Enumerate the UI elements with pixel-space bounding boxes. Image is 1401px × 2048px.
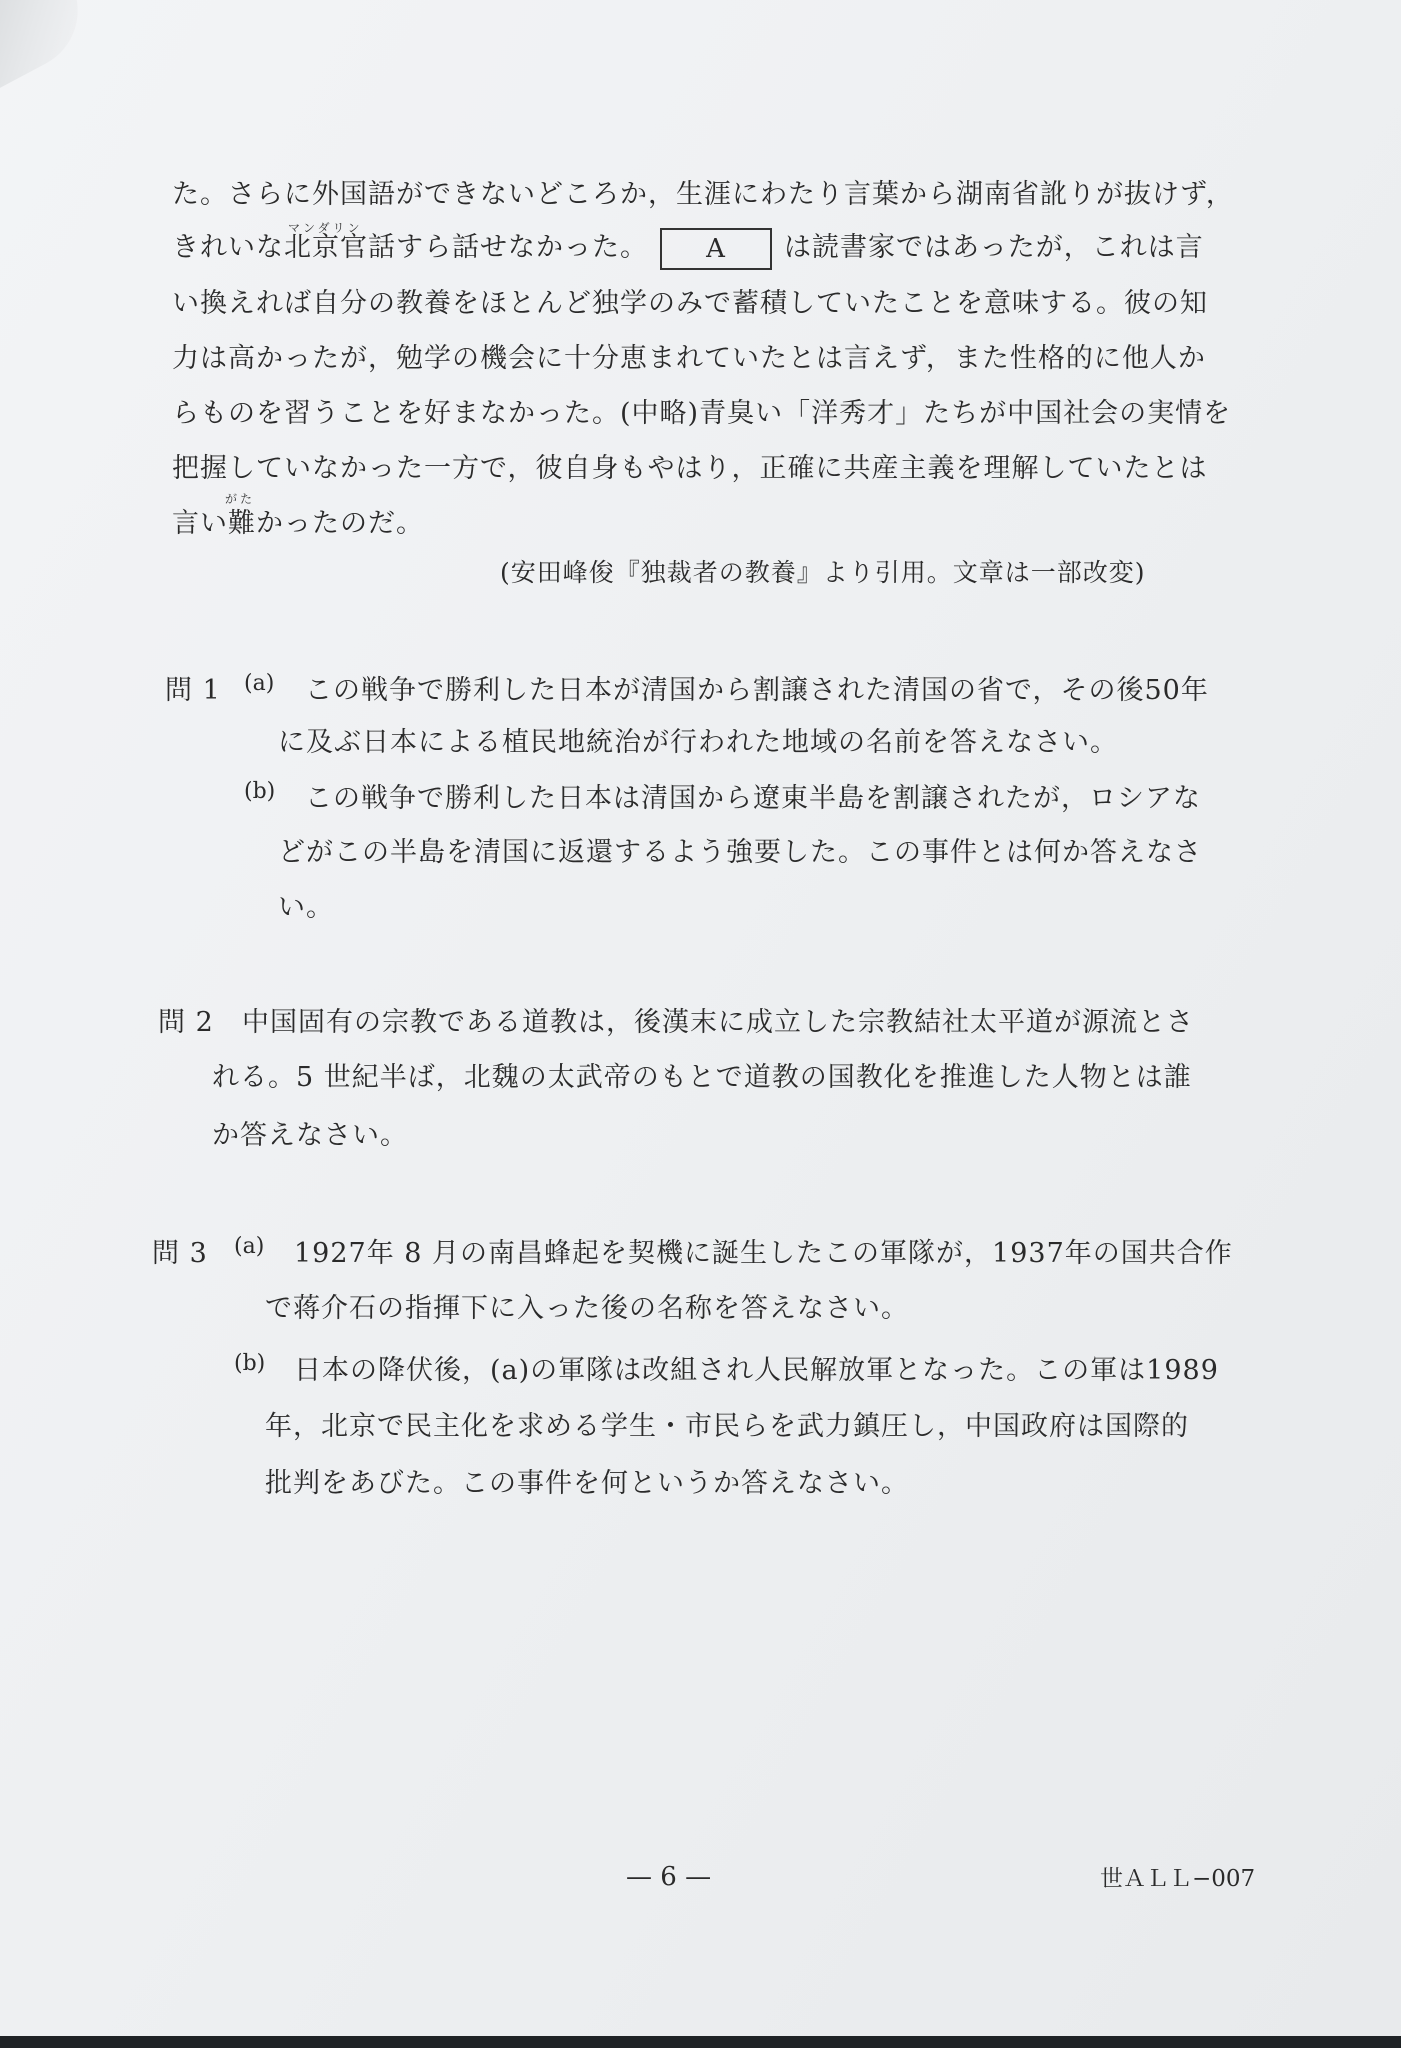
q3-a-mark: (a): [234, 1234, 265, 1259]
passage-source: (安田峰俊『独裁者の教養』より引用。文章は一部改変): [500, 558, 1146, 587]
q1-a-line-2: に及ぶ日本による植民地統治が行われた地域の名前を答えなさい。: [278, 727, 1118, 758]
q1-a-line-1: この戦争で勝利した日本が清国から割譲された清国の省で，その後50年: [305, 675, 1209, 706]
passage-line-5: らものを習うことを好まなかった。(中略)青臭い「洋秀才」たちが中国社会の実情を: [172, 398, 1232, 429]
q1-b-line-3: い。: [278, 892, 334, 923]
page-curl: [0, 0, 99, 92]
q3-label: 問 3: [152, 1238, 208, 1269]
passage-line-3: い換えれば自分の教養をほとんど独学のみで蓄積していたことを意味する。彼の知: [172, 288, 1208, 319]
q2-label: 問 2: [158, 1007, 214, 1038]
q1-b-line-1: この戦争で勝利した日本は清国から遼東半島を割譲されたが，ロシアな: [305, 783, 1201, 814]
exam-code: 世ＡＬＬ−007: [1100, 1866, 1256, 1892]
q3-a-line-2: で蒋介石の指揮下に入った後の名称を答えなさい。: [265, 1293, 909, 1324]
q1-label: 問 1: [165, 675, 221, 706]
passage-line-6: 把握していなかった一方で，彼自身もやはり，正確に共産主義を理解していたとは: [172, 453, 1208, 484]
q3-a-line-1: 1927年 8 月の南昌蜂起を契機に誕生したこの軍隊が，1937年の国共合作: [294, 1238, 1233, 1269]
q3-b-line-2: 年，北京で民主化を求める学生・市民らを武力鎮圧し，中国政府は国際的: [265, 1411, 1189, 1442]
q1-b-mark: (b): [244, 779, 276, 804]
q2-line-3: か答えなさい。: [212, 1120, 408, 1151]
passage-line-2-tail: は読書家ではあったが，これは言: [784, 232, 1204, 263]
q3-b-line-1: 日本の降伏後，(a)の軍隊は改組され人民解放軍となった。この軍は1989: [294, 1355, 1219, 1386]
q2-line-2: れる。5 世紀半ば，北魏の太武帝のもとで道教の国教化を推進した人物とは誰: [212, 1062, 1192, 1093]
passage-line-2-text: きれいな北京官話すら話せなかった。: [172, 232, 648, 263]
page-number: — 6 —: [626, 1862, 712, 1892]
passage-line-2: [172, 225, 1204, 270]
q3-b-line-3: 批判をあびた。この事件を何というか答えなさい。: [265, 1468, 909, 1499]
q3-b-mark: (b): [234, 1351, 266, 1376]
passage-line-1: た。さらに外国語ができないどころか，生涯にわたり言葉から湖南省訛りが抜けず，: [172, 179, 1234, 210]
ruby-mandarin: マンダリン: [288, 221, 363, 235]
passage-line-7: 言い難かったのだ。: [172, 508, 424, 539]
q2-line-1: 中国固有の宗教である道教は，後漢末に成立した宗教結社太平道が源流とさ: [242, 1007, 1194, 1038]
q1-b-line-2: どがこの半島を清国に返還するよう強要した。この事件とは何か答えなさ: [278, 837, 1202, 868]
blank-box-a: A: [660, 228, 772, 270]
q1-a-mark: (a): [244, 671, 275, 696]
passage-line-4: 力は高かったが，勉学の機会に十分恵まれていたとは言えず，また性格的に他人か: [172, 343, 1206, 374]
ruby-gata: がた: [225, 492, 256, 506]
